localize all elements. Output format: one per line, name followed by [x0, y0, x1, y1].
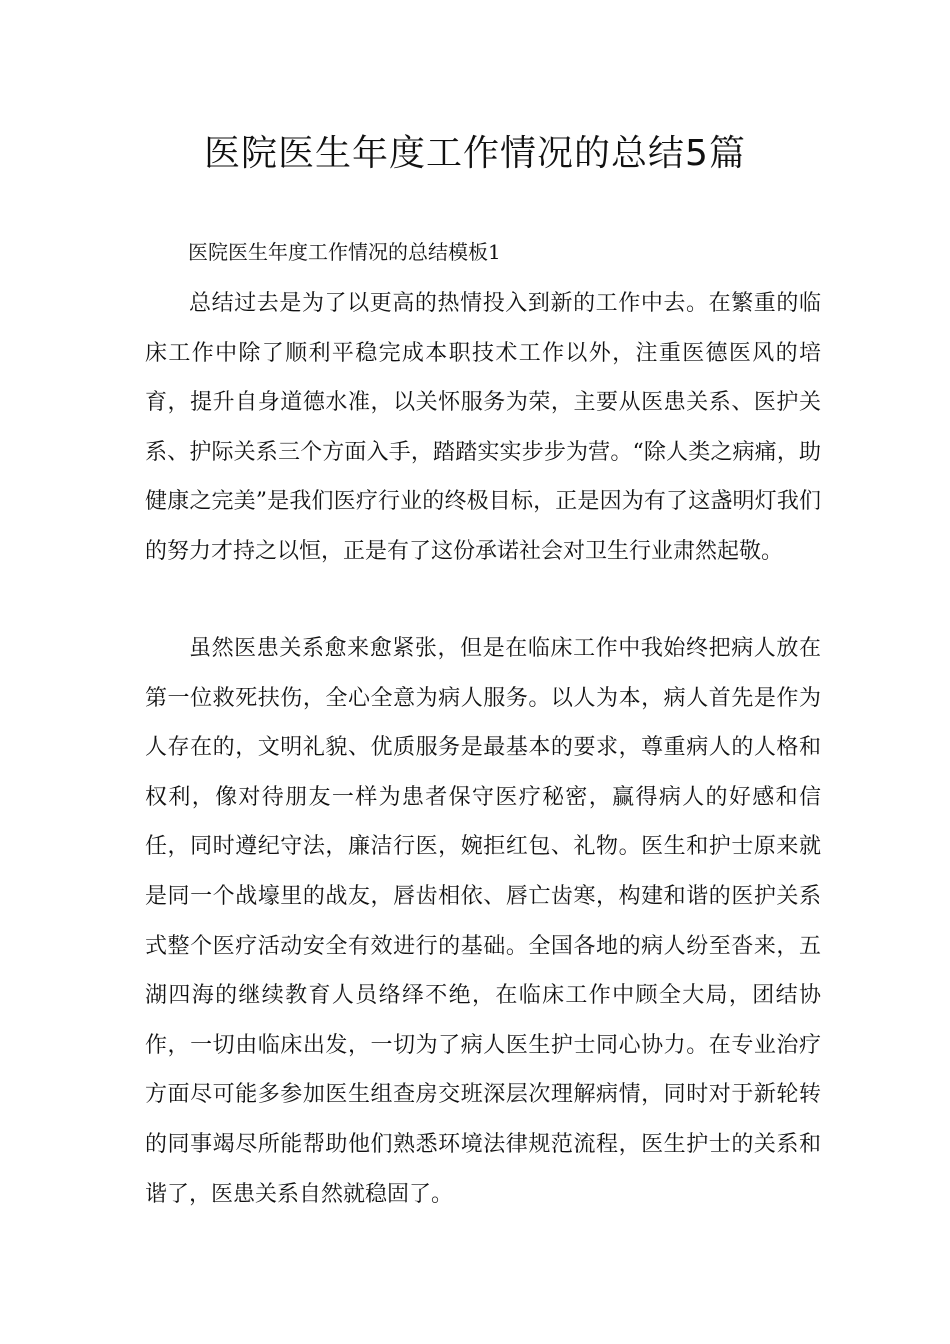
- section-heading: 医院医生年度工作情况的总结模板1: [188, 240, 501, 264]
- document-title: 医院医生年度工作情况的总结5篇: [204, 133, 746, 174]
- paragraph-2: 虽然医患关系愈来愈紧张，但是在临床工作中我始终把病人放在第一位救死扶伤，全心全意为病人服务。以人为本，病人首先是作为人存在的，文明礼貌、优质服务是最基本的要求，尊重病人的人格和权利，像对待朋友一样为患者保守医疗秘密，赢得病人的好感和信任，同时遵纪守法，廉洁行医，婉拒红包、礼物。医生和护士原来就是同一个战壕里的战友，唇齿相依、唇亡齿寒，构建和谐的医护关系式整个医疗活动安全有效进行的基础。全国各地的病人纷至沓来，五湖四海的继续教育人员络绎不绝，在临床工作中顾全大局，团结协作，一切由临床出发，一切为了病人医生护士同心协力。在专业治疗方面尽可能多参加医生组查房交班深层次理解病情，同时对于新轮转的同事竭尽所能帮助他们熟悉环境法律规范流程，医生护士的关系和谐了，医患关系自然就稳固了。: [145, 636, 821, 1207]
- paragraph-1: 总结过去是为了以更高的热情投入到新的工作中去。在繁重的临床工作中除了顺利平稳完成本职技术工作以外，注重医德医风的培育，提升自身道德水准，以关怀服务为荣，主要从医患关系、医护关系、护际关系三个方面入手，踏踏实实步步为营。“除人类之病痛，助健康之完美”是我们医疗行业的终极目标，正是因为有了这盏明灯我们的努力才持之以恒，正是有了这份承诺社会对卫生行业肃然起敬。: [145, 291, 821, 564]
